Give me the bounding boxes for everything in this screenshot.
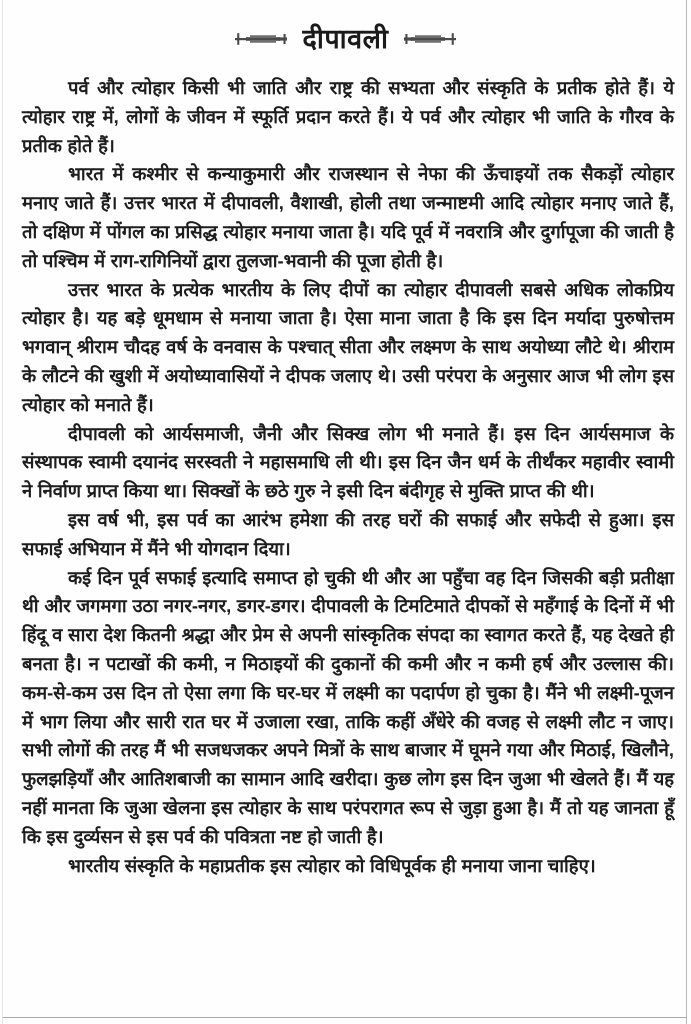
paragraph-1: पर्व और त्योहार किसी भी जाति और राष्ट्र की सभ्यता और संस्कृति के प्रतीक होते हैं। ये त्योहार राष्ट्र में, लोगों के जीवन में स्फूर्ति प्रदान करते हैं। ये पर्व और त्योहार भी जाति के गौरव के प्रतीक होते हैं। (22, 77, 674, 156)
document-title-row (0, 22, 691, 56)
paragraph-4: दीपावली को आर्यसमाजी, जैनी और सिक्ख लोग भी मनाते हैं। इस दिन आर्यसमाज के संस्थापक स्वामी दयानंद सरस्वती ने महासमाधि ली थी। इस दिन जैन धर्म के तीर्थंकर महावीर स्वामी ने निर्वाण प्राप्त किया था। सिक्खों के छठे गुरु ने इसी दिन बंदीगृह से मुक्ति प्राप्त की थी। (22, 422, 674, 502)
paragraph-3: उत्तर भारत के प्रत्येक भारतीय के लिए दीपों का त्योहार दीपावली सबसे अधिक लोकप्रिय त्योहार है। यह बड़े धूमधाम से मनाया जाता है। ऐसा माना जाता है कि इस दिन मर्यादा पुरुषोत्तम भगवान् श्रीराम चौदह वर्ष के वनवास के पश्चात् सीता और लक्ष्मण के साथ अयोध्या लौटे थे। श्रीराम के लौटने की खुशी में अयोध्यावासियों ने दीपक जलाए थे। उसी परंपरा के अनुसार आज भी लोग इस त्योहार को मनाते हैं। (22, 278, 674, 415)
paragraph-7: भारतीय संस्कृति के महाप्रतीक इस त्योहार को विधिपूर्वक ही मनाया जाना चाहिए। (68, 854, 596, 876)
ornament-flourish-left-icon (232, 29, 290, 49)
document-body (22, 74, 674, 880)
paragraph-2: भारत में कश्मीर से कन्याकुमारी और राजस्थान से नेफा की ऊँचाइयों तक सैकड़ों त्योहार मनाए जाते हैं। उत्तर भारत में दीपावली, वैशाखी, होली तथा जन्माष्टमी आदि त्योहार मनाए जाते हैं, तो दक्षिण में पोंगल का प्रसिद्ध त्योहार मनाया जाता है। यदि पूर्व में नवरात्रि और दुर्गापूजा की जाती है तो पश्चिम में राग-रागिनियों द्वारा तुलजा-भवानी की पूजा होती है। (22, 163, 675, 271)
page-border-bottom (3, 1017, 687, 1018)
ornament-flourish-right-icon (401, 29, 459, 49)
paragraph-5: इस वर्ष भी, इस पर्व का आरंभ हमेशा की तरह घरों की सफाई और सफेदी से हुआ। इस सफाई अभियान में मैंने भी योगदान दिया। (22, 508, 674, 559)
page-title: दीपावली (302, 23, 389, 54)
paragraph-6: कई दिन पूर्व सफाई इत्यादि समाप्त हो चुकी थी और आ पहुँचा वह दिन जिसकी बड़ी प्रतीक्षा थी और जगमगा उठा नगर-नगर, डगर-डगर। दीपावली के टिमटिमाते दीपकों से महँगाई के दिनों में भी हिंदू व सारा देश कितनी श्रद्धा और प्रेम से अपनी सांस्कृतिक संपदा का स्वागत करते हैं, यह देखते ही बनता है। न पटाखों की कमी, न मिठाइयों की दुकानों की कमी और न कमी हर्ष और उल्लास की। कम-से-कम उस दिन तो ऐसा लगा कि घर-घर में लक्ष्मी का पदार्पण हो चुका है। मैंने भी लक्ष्मी-पूजन में भाग लिया और सारी रात घर में उजाला रखा, ताकि कहीं अँधेरे की वजह से लक्ष्मी लौट न जाए। सभी लोगों की तरह मैं भी सजधजकर अपने मित्रों के साथ बाजार में घूमने गया और मिठाई, खिलौने, फुलझड़ियाँ और आतिशबाजी का सामान आदि खरीदा। कुछ लोग इस दिन जुआ भी खेलते हैं। मैं यह नहीं मानता कि जुआ खेलना इस त्योहार के साथ परंपरागत रूप से जुड़ा हुआ है। मैं तो यह जानता हूँ कि इस दुर्व्यसन से इस पर्व की पवित्रता नष्ट हो जाती है। (22, 566, 674, 847)
page-border-right (686, 0, 687, 1024)
page-border-left (2, 0, 3, 1024)
